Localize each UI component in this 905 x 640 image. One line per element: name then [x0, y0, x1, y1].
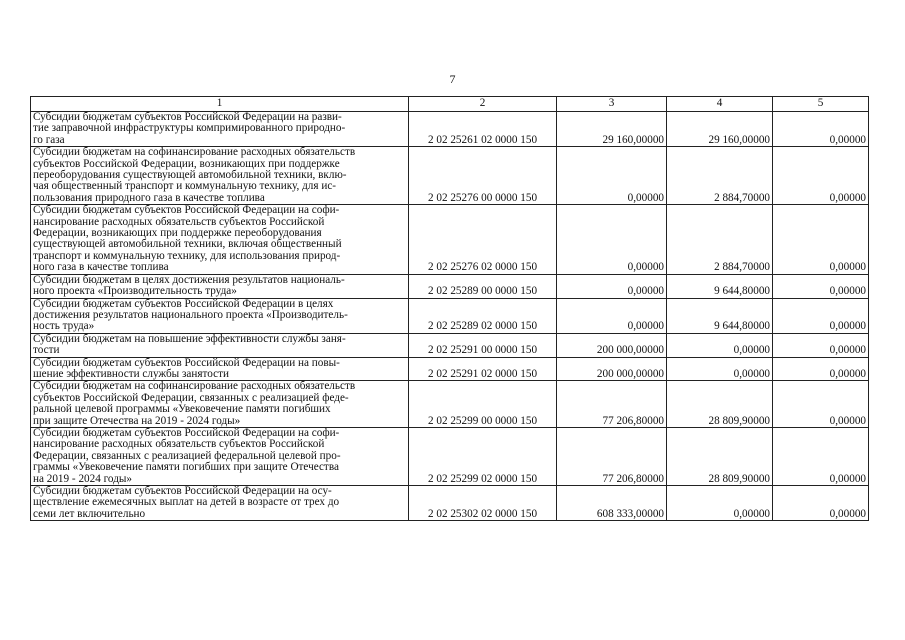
row-value-col5: 0,00000	[773, 112, 869, 147]
description-line: ного газа в качестве топлива	[33, 261, 169, 274]
row-code: 2 02 25276 02 0000 150	[409, 205, 557, 274]
description-line: Субсидии бюджетам субъектов Российской Федерации на разви-	[33, 111, 342, 123]
row-value-col4: 2 884,70000	[667, 205, 773, 274]
row-code: 2 02 25261 02 0000 150	[409, 112, 557, 147]
table-row	[31, 486, 869, 521]
description-line: на 2019 - 2024 годы»	[33, 472, 132, 485]
row-value-col5: 0,00000	[773, 333, 869, 357]
description-line: субъектов Российской Федерации, связанных с реализацией феде-	[33, 391, 349, 404]
row-code: 2 02 25299 02 0000 150	[409, 427, 557, 485]
description-line: при защите Отечества на 2019 - 2024 годы»	[33, 414, 241, 427]
row-value-col5: 0,00000	[773, 486, 869, 521]
description-line: Субсидии бюджетам на софинансирование расходных обязательств	[33, 146, 356, 159]
row-code: 2 02 25302 02 0000 150	[409, 486, 557, 521]
description-line: транспорт и коммунальную технику, для использования природ-	[33, 249, 341, 262]
description-line: Субсидии бюджетам субъектов Российской Федерации на софи-	[33, 426, 340, 439]
row-value-col4: 0,00000	[667, 357, 773, 381]
row-value-col3: 200 000,00000	[557, 333, 667, 357]
row-value-col5: 0,00000	[773, 205, 869, 274]
row-value-col5: 0,00000	[773, 427, 869, 485]
row-description	[31, 112, 409, 147]
row-value-col4: 0,00000	[667, 333, 773, 357]
description-line: ральной целевой программы «Увековечение памяти погибших	[33, 403, 331, 416]
description-line: нансирование расходных обязательств субъектов Российской	[33, 438, 325, 451]
row-code: 2 02 25299 00 0000 150	[409, 381, 557, 428]
description-line: существующей автомобильной техники, включая общественный	[33, 238, 342, 251]
row-code: 2 02 25291 02 0000 150	[409, 357, 557, 381]
row-value-col3: 77 206,80000	[557, 381, 667, 428]
row-code: 2 02 25291 00 0000 150	[409, 333, 557, 357]
page-number: 7	[449, 72, 456, 86]
row-code: 2 02 25289 02 0000 150	[409, 298, 557, 333]
row-description	[31, 427, 409, 485]
description-line: пользования природного газа в качестве топлива	[33, 191, 265, 204]
description-line: субъектов Российской Федерации, возникающих при поддержке	[33, 157, 340, 170]
description-line: го газа	[33, 133, 65, 146]
description-line: Федерации, возникающих при поддержке переоборудования	[33, 227, 322, 240]
row-value-col4: 28 809,90000	[667, 427, 773, 485]
row-value-col3: 0,00000	[557, 147, 667, 205]
header-row	[31, 97, 869, 112]
table-row	[31, 381, 869, 428]
row-value-col4: 0,00000	[667, 486, 773, 521]
row-value-col4: 2 884,70000	[667, 147, 773, 205]
row-value-col5: 0,00000	[773, 298, 869, 333]
header-col-2: 2	[409, 97, 557, 112]
header-col-3: 3	[557, 97, 667, 112]
row-value-col3: 0,00000	[557, 205, 667, 274]
row-value-col3: 29 160,00000	[557, 112, 667, 147]
table-row	[31, 112, 869, 147]
header-col-5: 5	[773, 97, 869, 112]
row-value-col4: 29 160,00000	[667, 112, 773, 147]
row-value-col3: 77 206,80000	[557, 427, 667, 485]
table-row	[31, 205, 869, 274]
table-row	[31, 274, 869, 298]
description-line: переоборудования существующей автомобильной техники, вклю-	[33, 169, 347, 182]
row-value-col5: 0,00000	[773, 357, 869, 381]
description-line: Субсидии бюджетам субъектов Российской Федерации на осу-	[33, 485, 332, 497]
row-value-col3: 608 333,00000	[557, 486, 667, 521]
description-line: чая общественный транспорт и коммунальную технику, для ис-	[33, 180, 337, 193]
row-description	[31, 333, 409, 357]
table-row	[31, 298, 869, 333]
header-col-4: 4	[667, 97, 773, 112]
table-row	[31, 147, 869, 205]
description-line: Субсидии бюджетам в целях достижения результатов националь-	[33, 273, 345, 286]
table-row	[31, 427, 869, 485]
description-line: Субсидии бюджетам на софинансирование расходных обязательств	[33, 380, 356, 393]
row-value-col5: 0,00000	[773, 147, 869, 205]
table-row	[31, 333, 869, 357]
row-value-col5: 0,00000	[773, 381, 869, 428]
row-description	[31, 486, 409, 521]
row-description	[31, 147, 409, 205]
description-line: Субсидии бюджетам субъектов Российской Федерации в целях	[33, 297, 334, 310]
description-line: достижения результатов национального проекта «Производитель-	[33, 308, 348, 321]
row-value-col3: 0,00000	[557, 274, 667, 298]
description-line: ществление ежемесячных выплат на детей в возрасте от трех до	[33, 496, 340, 509]
row-description	[31, 274, 409, 298]
header-col-1: 1	[31, 97, 409, 112]
row-code: 2 02 25276 00 0000 150	[409, 147, 557, 205]
description-line: нансирование расходных обязательств субъектов Российской	[33, 215, 325, 228]
description-line: ного проекта «Производительность труда»	[33, 285, 237, 298]
description-line: Субсидии бюджетам субъектов Российской Федерации на повы-	[33, 356, 340, 369]
table-body	[31, 112, 869, 521]
description-line: шение эффективности службы занятости	[33, 367, 229, 380]
description-line: ность труда»	[33, 320, 95, 333]
row-value-col5: 0,00000	[773, 274, 869, 298]
row-value-col3: 200 000,00000	[557, 357, 667, 381]
table-row	[31, 357, 869, 381]
row-value-col4: 28 809,90000	[667, 381, 773, 428]
row-description	[31, 298, 409, 333]
row-value-col3: 0,00000	[557, 298, 667, 333]
description-line: Федерации, связанных с реализацией федеральной целевой про-	[33, 449, 341, 462]
row-code: 2 02 25289 00 0000 150	[409, 274, 557, 298]
description-line: тости	[33, 344, 60, 357]
description-line: тие заправочной инфраструктуры компримированного природно-	[33, 122, 346, 135]
row-description	[31, 205, 409, 274]
description-line: граммы «Увековечение памяти погибших при защите Отечества	[33, 461, 339, 474]
row-value-col4: 9 644,80000	[667, 274, 773, 298]
description-line: семи лет включительно	[33, 507, 146, 520]
row-description	[31, 381, 409, 428]
description-line: Субсидии бюджетам на повышение эффективности службы заня-	[33, 332, 346, 345]
row-description	[31, 357, 409, 381]
row-value-col4: 9 644,80000	[667, 298, 773, 333]
budget-table	[30, 96, 869, 521]
description-line: Субсидии бюджетам субъектов Российской Федерации на софи-	[33, 204, 340, 217]
